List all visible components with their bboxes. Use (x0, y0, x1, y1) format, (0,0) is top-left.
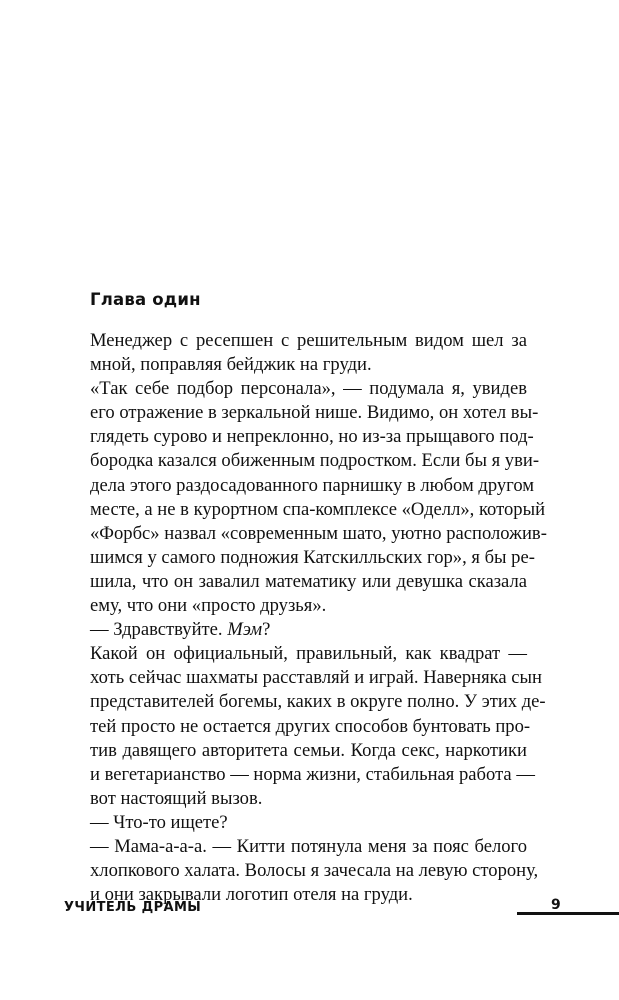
text-line: представителей богемы, каких в округе полно. У этих де- (90, 691, 546, 713)
text-line: шимся у самого подножия Катскилльских гор», я бы ре- (90, 546, 535, 568)
text-line: вот настоящий вызов. (90, 787, 263, 809)
text-line: «Форбс» назвал «современным шато, уютно расположив- (90, 522, 547, 544)
text-line: мной, поправляя бейджик на груди. (90, 354, 372, 376)
text-line: бородка казался обиженным подростком. Если бы я уви- (90, 450, 540, 472)
text-line: тив давящего авторитета семьи. Когда секс, наркотики (90, 739, 527, 761)
text-line: «Так себе подбор персонала», — подумала я, увидев (90, 378, 527, 400)
text-line: и они закрывали логотип отеля на груди. (90, 884, 413, 906)
text-line: дела этого раздосадованного парнишку в любом другом (90, 474, 535, 496)
text-line: — Здравствуйте. Мэм? (90, 619, 271, 641)
footer-rule (517, 912, 619, 915)
text-line: месте, а не в курортном спа-комплексе «Оделл», который (90, 498, 546, 520)
text-line: его отражение в зеркальной нише. Видимо, он хотел вы- (90, 402, 539, 424)
text-line: шила, что он завалил математику или девушка сказала (90, 570, 527, 592)
text-line: Какой он официальный, правильный, как квадрат — (90, 643, 527, 665)
text-line: хлопкового халата. Волосы я зачесала на левую сторону, (90, 860, 539, 882)
text-line: глядеть сурово и непреклонно, но из-за прыщавого под- (90, 426, 534, 448)
text-line: и вегетарианство — норма жизни, стабильная работа — (90, 763, 535, 785)
text-line: ему, что они «просто друзья». (90, 595, 327, 617)
text-line: — Что-то ищете? (90, 811, 228, 833)
text-line: хоть сейчас шахматы расставляй и играй. Наверняка сын (90, 667, 542, 689)
chapter-title: Глава один (90, 290, 201, 309)
chapter-body (90, 329, 547, 907)
text-line: тей просто не остается других способов бунтовать про- (90, 715, 531, 737)
running-footer-title: УЧИТЕЛЬ ДРАМЫ (64, 900, 202, 915)
text-line: — Мама-а-а-а. — Китти потянула меня за пояс белого (90, 835, 527, 857)
text-line: Менеджер с ресепшен с решительным видом шел за (90, 330, 527, 351)
page-number: 9 (551, 897, 561, 913)
